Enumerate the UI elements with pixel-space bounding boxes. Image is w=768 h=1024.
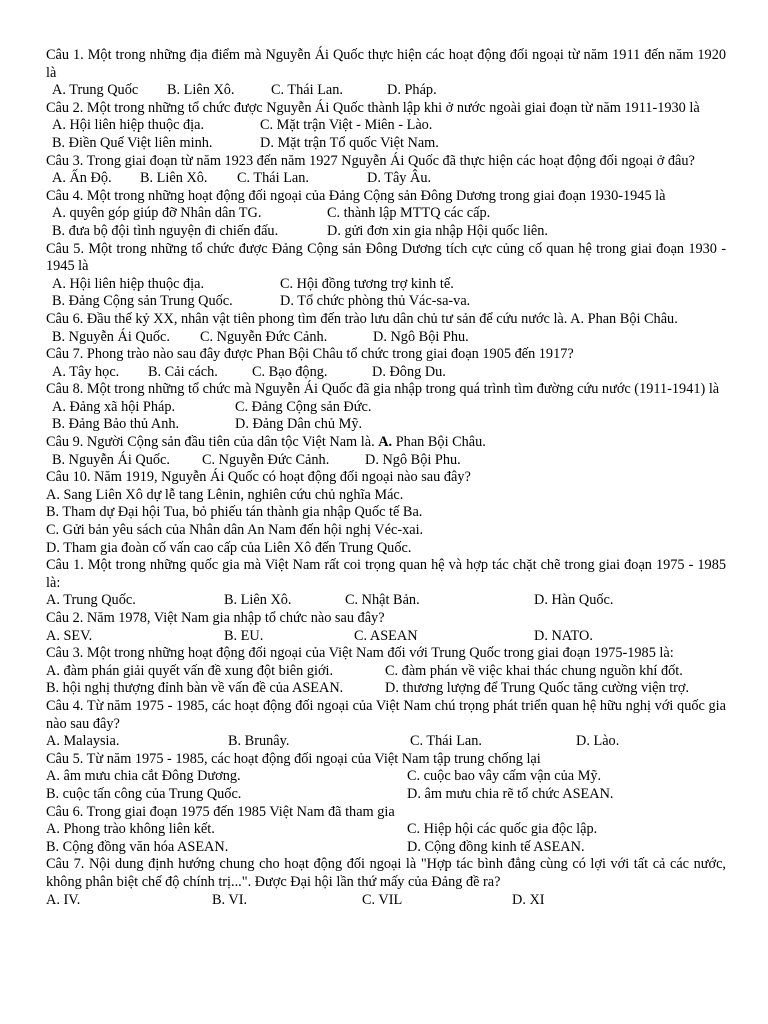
option: C. cuộc bao vây cấm vận của Mỹ. [407,768,602,785]
question-text: Câu 5. Từ năm 1975 - 1985, các hoạt động đối ngoại của Việt Nam tập trung chống lại [46,750,541,767]
answer-row [46,592,726,610]
question-7 [46,346,726,381]
option: B. VI. [212,891,248,908]
option: C. Nguyễn Đức Cảnh. [200,328,328,345]
option: A. Hội liên hiệp thuộc địa. [52,117,205,134]
answer-text: Phan Bội Châu. [395,434,486,451]
option: A. Ấn Độ. [52,170,112,187]
option: C. Nguyễn Đức Cảnh. [202,451,330,468]
answer-row [46,628,726,646]
option: A. Sang Liên Xô dự lễ tang Lênin, nghiên cứu chủ nghĩa Mác. [46,486,404,503]
option: B. EU. [224,627,264,644]
option: B. cuộc tấn công của Trung Quốc. [46,785,242,802]
option: C. Hội đồng tương trợ kinh tế. [280,275,454,292]
question-9 [46,434,726,469]
option: D. thương lượng để Trung Quốc tăng cường viện trợ. [385,680,690,697]
question-text: Câu 4. Một trong những hoạt động đối ngoại của Đảng Cộng sản Đông Dương trong giai đoạn 1930-1945 là [46,187,666,204]
answer-row [46,839,726,857]
option: B. hội nghị thượng đỉnh bàn về vấn đề của ASEAN. [46,680,344,697]
answer-row [46,117,726,135]
answer-row [46,399,726,417]
question-text: Câu 1. Một trong những địa điểm mà Nguyễn Ái Quốc thực hiện các hoạt động đối ngoại từ năm 1911 đến năm 1920 là [46,47,726,81]
option: A. đàm phán giải quyết vấn đề xung đột biên giới. [46,662,334,679]
question-text: Câu 2. Năm 1978, Việt Nam gia nhập tổ chức nào sau đây? [46,610,385,626]
question-text: Câu 6. Đầu thế kỷ XX, nhân vật tiên phong tìm đến trào lưu dân chủ tư sản để cứu nước là. A. Phan Bội Châu. [46,310,678,327]
question-4 [46,188,726,241]
part2-question-2 [46,610,726,645]
answer-row [46,170,726,188]
option: D. NATO. [534,627,593,644]
answer-row [46,821,726,839]
answer-row [46,223,726,241]
option: B. Cộng đồng văn hóa ASEAN. [46,838,229,855]
option: C. Thái Lan. [410,733,483,750]
option: B. Nguyễn Ái Quốc. [52,328,170,345]
question-3 [46,153,726,188]
answer-row [46,205,726,223]
option: C. Hiệp hội các quốc gia độc lập. [407,821,598,838]
option: C. Mặt trận Việt - Miên - Lào. [260,117,433,134]
option: C. thành lập MTTQ các cấp. [327,205,491,222]
question-text [46,434,726,452]
option: C. đàm phán về việc khai thác chung nguồn khí đốt. [385,662,683,679]
question-5 [46,241,726,311]
option: A. Hội liên hiệp thuộc địa. [52,275,205,292]
option: A. IV. [46,891,81,908]
option: D. Lào. [576,733,620,750]
question-text: Câu 1. Một trong những quốc gia mà Việt Nam rất coi trọng quan hệ và hợp tác chặt chẽ trong giai đoạn 1975 - 1985 là: [46,557,726,591]
answer-letter: A. [378,434,393,451]
option: D. Ngô Bội Phu. [365,451,461,468]
option: B. Đảng Bảo thủ Anh. [52,416,180,433]
option: A. âm mưu chia cắt Đông Dương. [46,768,241,785]
option: C. Thái Lan. [237,170,310,187]
answer-row [46,892,726,910]
answer-row [46,276,726,294]
question-text: Câu 3. Trong giai đoạn từ năm 1923 đến năm 1927 Nguyễn Ái Quốc đã thực hiện các hoạt động đối ngoại ở đâu? [46,152,695,169]
option: D. Tây Âu. [367,170,432,187]
option: A. Đảng xã hội Pháp. [52,398,176,415]
option: D. Mặt trận Tổ quốc Việt Nam. [260,134,439,151]
question-text: Câu 7. Phong trào nào sau đây được Phan Bội Châu tổ chức trong giai đoạn 1905 đến 1917? [46,346,574,363]
question-9-text: Câu 9. Người Cộng sản đầu tiên của dân tộc Việt Nam là. [46,434,375,451]
option: C. VIL [362,891,403,908]
option: C. Nhật Bản. [345,592,420,609]
option: D. âm mưu chia rẽ tổ chức ASEAN. [407,785,614,802]
option: A. Phong trào không liên kết. [46,821,215,838]
option: A. Malaysia. [46,733,120,750]
option: A. SEV. [46,627,93,644]
answer-row [46,733,726,751]
option: D. Ngô Bội Phu. [373,328,469,345]
answer-row [46,329,726,347]
option: D. Tham gia đoàn cố vấn cao cấp của Liên Xô đến Trung Quốc. [46,539,412,556]
answer-row [46,135,726,153]
part2-question-1 [46,557,726,610]
question-6 [46,311,726,346]
question-text: Câu 8. Một trong những tổ chức mà Nguyễn Ái Quốc đã gia nhập trong quá trình tìm đường cứu nước (1911-1941) là [46,381,720,398]
part2-question-6 [46,804,726,857]
option: C. Bạo động. [252,363,328,380]
option: B. Liên Xô. [167,82,235,99]
part2-question-4 [46,698,726,751]
part2-question-5 [46,751,726,804]
question-text: Câu 6. Trong giai đoạn 1975 đến 1985 Việt Nam đã tham gia [46,803,395,820]
question-text: Câu 2. Một trong những tổ chức được Nguyễn Ái Quốc thành lập khi ở nước ngoài giai đoạn từ năm 1911-1930 là [46,99,700,116]
part2-question-7 [46,856,726,909]
option: B. Cải cách. [148,363,218,380]
option: B. Brunây. [228,733,290,750]
option: C. Đảng Cộng sản Đức. [235,398,372,415]
question-8 [46,381,726,434]
answer-row [46,364,726,382]
option: C. Gửi bản yêu sách của Nhân dân An Nam đến hội nghị Véc-xai. [46,522,424,539]
option: B. Điền Quế Việt liên minh. [52,134,213,151]
option: C. ASEAN [354,627,418,644]
answer-row [46,786,726,804]
option: D. Cộng đồng kinh tế ASEAN. [407,838,585,855]
option: B. Nguyễn Ái Quốc. [52,451,170,468]
option: D. gửi đơn xin gia nhập Hội quốc liên. [327,222,548,239]
answer-row [46,768,726,786]
answer-row [46,452,726,470]
option: B. Đảng Cộng sản Trung Quốc. [52,293,233,310]
question-text: Câu 5. Một trong những tổ chức được Đảng Cộng sản Đông Dương tích cực củng cố quan hệ trong giai đoạn 1930 - 1945 là [46,240,726,275]
option: B. đưa bộ đội tình nguyện đi chiến đấu. [52,222,279,239]
option: D. Pháp. [387,82,437,99]
question-text: Câu 10. Năm 1919, Nguyễn Ái Quốc có hoạt động đối ngoại nào sau đây? [46,469,471,486]
option: A. Trung Quốc [52,82,139,99]
option: A. Tây học. [52,363,120,380]
question-10 [46,469,726,557]
option: A. Trung Quốc. [46,592,136,609]
option: B. Tham dự Đại hội Tua, bỏ phiếu tán thành gia nhập Quốc tế Ba. [46,504,423,521]
answer-row [46,680,726,698]
option: B. Liên Xô. [140,170,208,187]
option: D. Đông Du. [372,363,446,380]
question-2 [46,100,726,153]
question-text: Câu 7. Nội dung định hướng chung cho hoạt động đối ngoại là "Hợp tác bình đẳng cùng có lợi với tất cả các nước, không phân biệt chế độ chính trị...". Được Đại hội lần thứ mấy của Đảng đề ra? [46,856,726,890]
answer-row [46,416,726,434]
option: C. Thái Lan. [271,82,344,99]
question-text: Câu 3. Một trong những hoạt động đối ngoại của Việt Nam đối với Trung Quốc trong giai đoạn 1975-1985 là: [46,645,674,662]
question-1 [46,47,726,100]
option: D. XI [512,891,545,908]
answer-row [46,82,726,100]
option: D. Tổ chức phòng thủ Vác-sa-va. [280,293,471,310]
option: D. Đảng Dân chủ Mỹ. [235,416,363,433]
option: B. Liên Xô. [224,592,292,609]
question-text: Câu 4. Từ năm 1975 - 1985, các hoạt động đối ngoại của Việt Nam chú trọng phát triển quan hệ hữu nghị với quốc gia nào sau đây? [46,697,726,732]
answer-row [46,663,726,681]
option: A. quyên góp giúp đỡ Nhân dân TG. [52,205,262,222]
option: D. Hàn Quốc. [534,592,614,609]
worksheet [46,47,726,909]
answer-row [46,293,726,311]
part2-question-3 [46,645,726,698]
